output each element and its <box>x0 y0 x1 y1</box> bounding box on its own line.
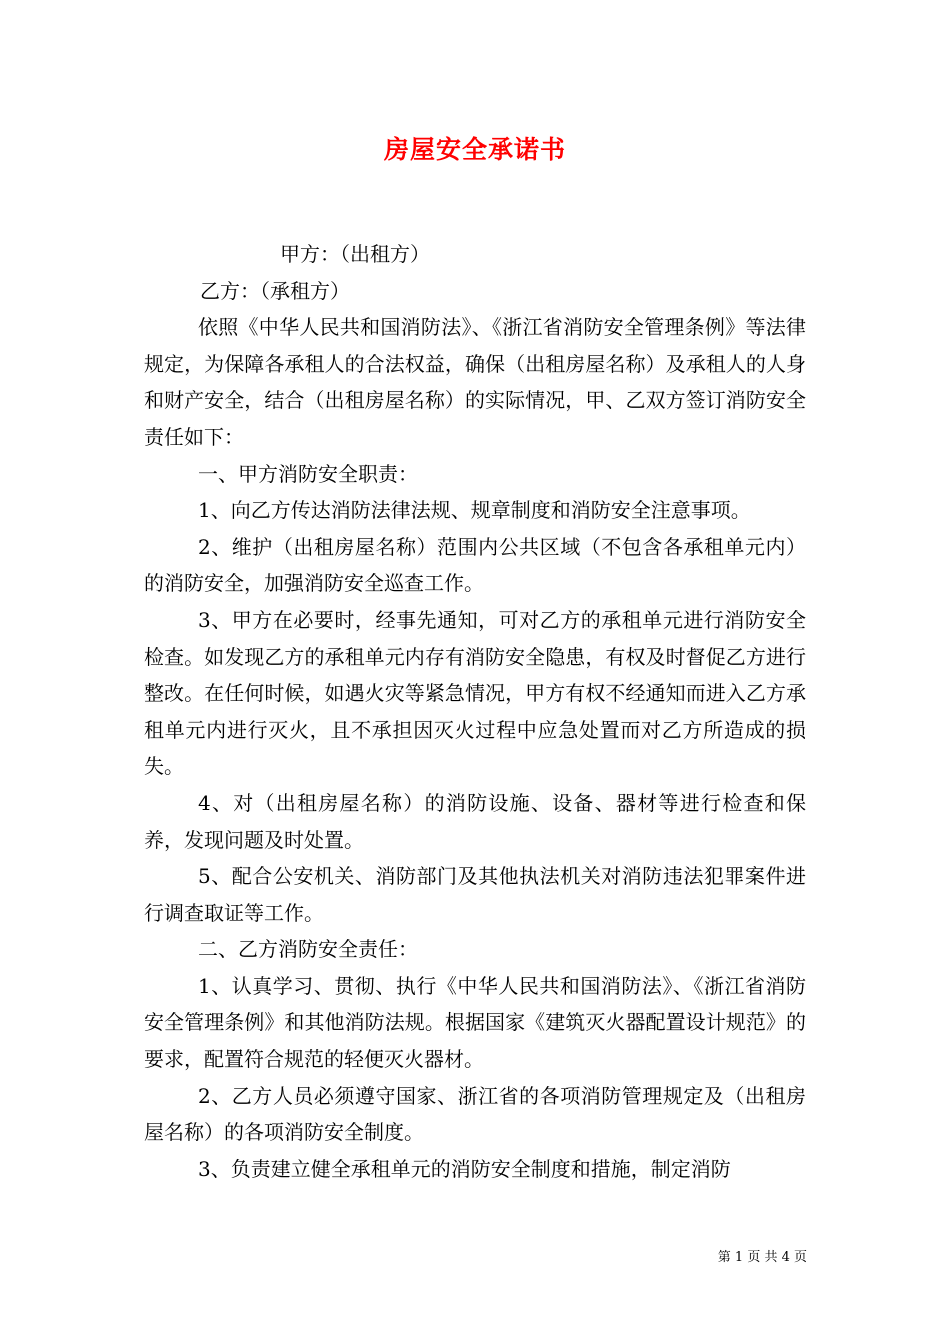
section-2-item-1: 1、认真学习、贯彻、执行《中华人民共和国消防法》、《浙江省消防安全管理条例》和其他消防法规。根据国家《建筑灭火器配置设计规范》的要求，配置符合规范的轻便灭火器材。 <box>144 973 806 1072</box>
document-title: 房屋安全承诺书 <box>383 135 566 164</box>
party-a-line: 甲方：（出租方） <box>280 242 430 266</box>
document-body <box>144 236 806 1187</box>
party-b-line: 乙方：（承租方） <box>200 278 350 303</box>
page-number-footer: 第 1 页 共 4 页 <box>717 1250 807 1265</box>
section-1-item-5: 5、配合公安机关、消防部门及其他执法机关对消防违法犯罪案件进行调查取证等工作。 <box>144 864 806 925</box>
section-1-item-3: 3、甲方在必要时，经事先通知，可对乙方的承租单元进行消防安全检查。如发现乙方的承租单元内存有消防安全隐患，有权及时督促乙方进行整改。在任何时候，如遇火灾等紧急情况，甲方有权不经通知而进入乙方承租单元内进行灭火，且不承担因灭火过程中应急处置而对乙方所造成的损失。 <box>144 607 806 779</box>
intro-paragraph: 依照《中华人民共和国消防法》、《浙江省消防安全管理条例》等法律规定，为保障各承租人的合法权益，确保（出租房屋名称）及承租人的人身和财产安全，结合（出租房屋名称）的实际情况，甲、乙双方签订消防安全责任如下： <box>144 315 806 449</box>
section-2-heading: 二、乙方消防安全责任： <box>198 937 418 962</box>
section-1-item-2: 2、维护（出租房屋名称）范围内公共区域（不包含各承租单元内）的消防安全，加强消防安全巡查工作。 <box>144 534 806 596</box>
section-2-item-3: 3、负责建立健全承租单元的消防安全制度和措施，制定消防 <box>198 1156 731 1181</box>
section-1-item-4: 4、对（出租房屋名称）的消防设施、设备、器材等进行检查和保养，发现问题及时处置。 <box>144 790 806 852</box>
section-2-item-2: 2、乙方人员必须遵守国家、浙江省的各项消防管理规定及（出租房屋名称）的各项消防安全制度。 <box>144 1083 806 1145</box>
section-1-heading: 一、甲方消防安全职责： <box>198 461 418 486</box>
section-1-item-1: 1、向乙方传达消防法律法规、规章制度和消防安全注意事项。 <box>198 498 751 523</box>
